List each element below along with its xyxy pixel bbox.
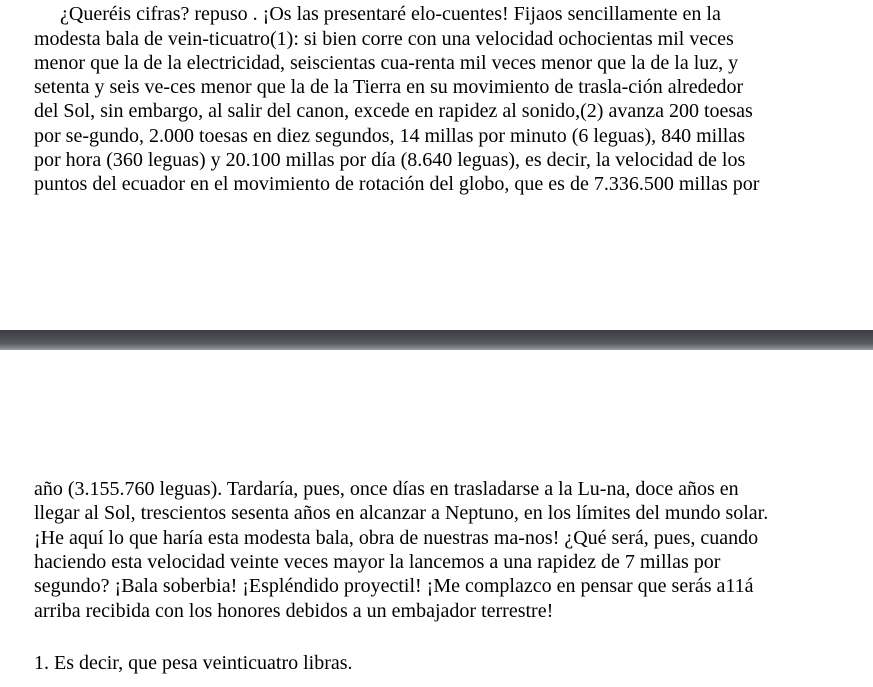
paragraph-line: arriba recibida con los honores debidos a un embajador terrestre! <box>34 600 554 622</box>
page-separator <box>0 330 873 350</box>
paragraph-line: llegar al Sol, trescientos sesenta años en alcanzar a Neptuno, en los límites del mundo solar. <box>34 502 769 524</box>
paragraph-line: ¿Queréis cifras? repuso . ¡Os las presentaré elo-cuentes! Fijaos sencillamente en la <box>60 3 721 25</box>
document-page-bottom <box>0 350 873 687</box>
paragraph-line: ¡He aquí lo que haría esta modesta bala, obra de nuestras ma-nos! ¿Qué será, pues, cuando <box>34 527 759 549</box>
document-page-top <box>0 0 873 330</box>
paragraph-line: segundo? ¡Bala soberbia! ¡Espléndido proyectil! ¡Me complazco en pensar que serás a11á <box>34 575 754 597</box>
paragraph-line: por se-gundo, 2.000 toesas en diez segundos, 14 millas por minuto (6 leguas), 840 millas <box>34 125 746 147</box>
paragraph-line: menor que la de la electricidad, seiscientas cua-renta mil veces menor que la de la luz, y <box>34 52 739 74</box>
paragraph-line: puntos del ecuador en el movimiento de rotación del globo, que es de 7.336.500 millas por <box>34 173 760 195</box>
paragraph-line: año (3.155.760 leguas). Tardaría, pues, once días en trasladarse a la Lu-na, doce años en <box>34 478 739 500</box>
footnote: 1. Es decir, que pesa veinticuatro libras. <box>34 652 353 674</box>
paragraph-line: setenta y seis ve-ces menor que la de la Tierra en su movimiento de trasla-ción alrededor <box>34 76 744 98</box>
paragraph-line: por hora (360 leguas) y 20.100 millas por día (8.640 leguas), es decir, la velocidad de los <box>34 149 746 171</box>
paragraph-line: del Sol, sin embargo, al salir del canon, excede en rapidez al sonido,(2) avanza 200 toesas <box>34 100 753 122</box>
paragraph-line: haciendo esta velocidad veinte veces mayor la lancemos a una rapidez de 7 millas por <box>34 551 721 573</box>
paragraph-line: modesta bala de vein-ticuatro(1): si bien corre con una velocidad ochocientas mil veces <box>34 28 734 50</box>
